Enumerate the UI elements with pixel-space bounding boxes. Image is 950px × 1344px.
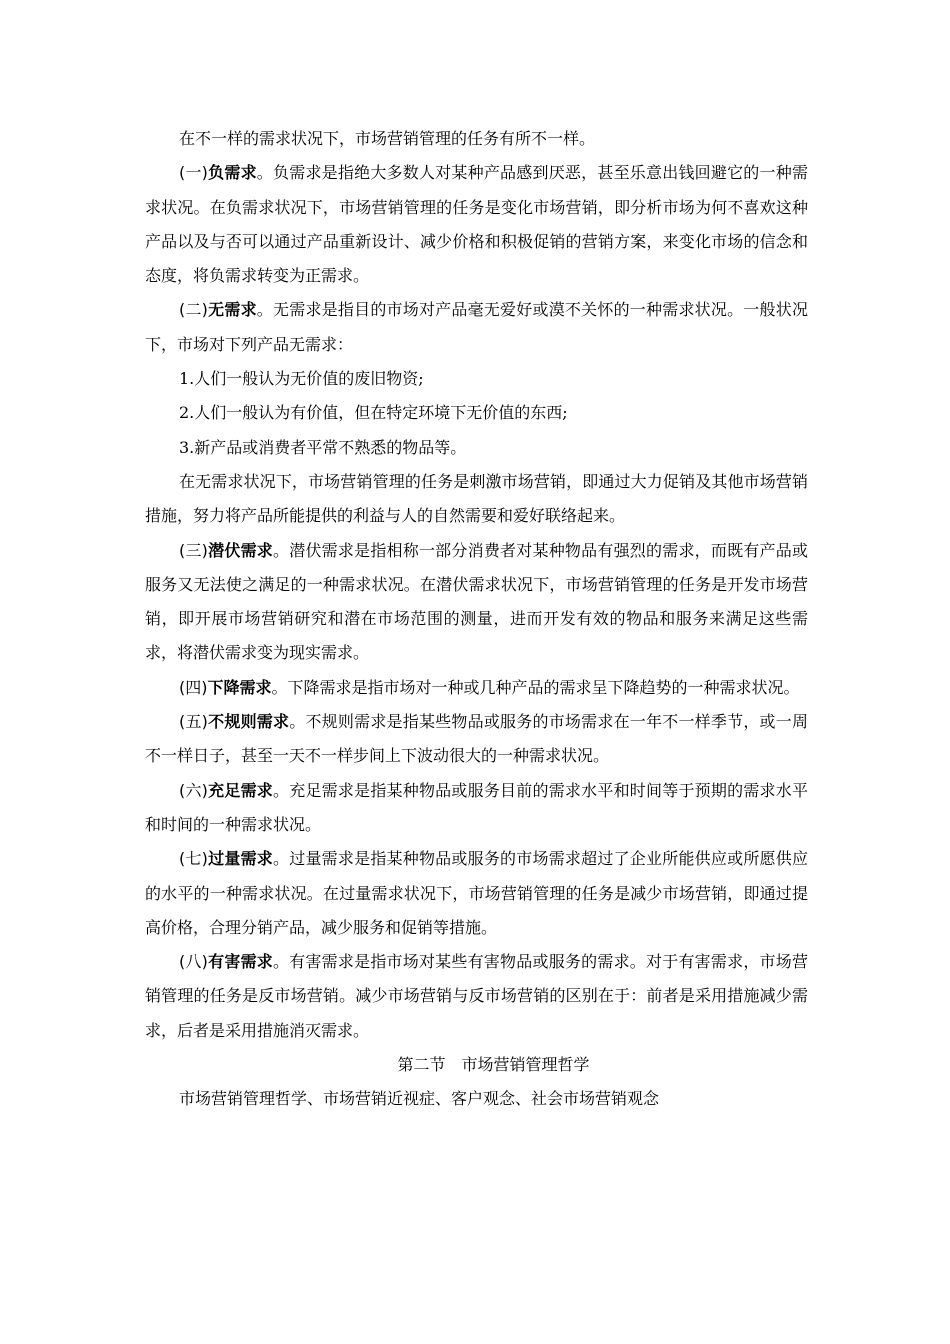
list-item: 1.人们一般认为无价值的废旧物资; — [179, 369, 424, 389]
item-term: 下降需求 — [207, 677, 272, 697]
demand-item-harmful — [145, 945, 808, 1048]
item-text: 。负需求是指绝大多数人对某种产品感到厌恶，甚至乐意出钱回避它的一种需求状况。在负需求状况下，市场营销管理的任务是变化市场营销，即分析市场为何不喜欢这种产品以及与否可以通过产品重新设计、减少价格和积极促销的营销方案，来变化市场的信念和态度，将负需求转变为正需求。 — [145, 163, 808, 286]
item-term: 潜伏需求 — [207, 540, 274, 560]
item-text: 。无需求是指目的市场对产品毫无爱好或漠不关怀的一种需求状况。一般状况下，市场对下列产品无需求： — [145, 300, 808, 354]
item-text: 。有害需求是指市场对某些有害物品或服务的需求。对于有害需求，市场营销管理的任务是反市场营销。减少市场营销与反市场营销的区别在于：前者是采用措施减少需求，后者是采用措施消灭需求。 — [145, 952, 808, 1040]
demand-item-overfull — [145, 842, 808, 945]
section-title: 市场营销管理哲学 — [461, 1055, 590, 1075]
item-number: (四) — [179, 677, 208, 697]
item-number: (一) — [179, 163, 208, 183]
section-heading — [145, 1048, 808, 1082]
item-text: 。不规则需求是指某些物品或服务的市场需求在一年不一样季节，或一周不一样日子，甚至一天不一样步间上下波动很大的一种需求状况。 — [145, 712, 808, 766]
item-term: 不规则需求 — [207, 712, 290, 732]
section-number: 第二节 — [397, 1055, 446, 1075]
item-text: 。潜伏需求是指相称一部分消费者对某种物品有强烈的需求，而既有产品或服务又无法使之满足的一种需求状况。在潜伏需求状况下，市场营销管理的任务是开发市场营销，即开展市场营销研究和潜在市场范围的测量，进而开发有效的物品和服务来满足这些需求，将潜伏需求变为现实需求。 — [145, 540, 808, 663]
item-number: (三) — [179, 540, 208, 560]
item-term: 负需求 — [207, 163, 257, 183]
demand-item-none — [145, 293, 808, 362]
list-item: 3.新产品或消费者平常不熟悉的物品等。 — [179, 437, 467, 457]
list-item: 2.人们一般认为有价值，但在特定环境下无价值的东西; — [179, 403, 568, 423]
item-term: 无需求 — [207, 300, 257, 320]
item-number: (七) — [179, 849, 208, 869]
item-text: 。充足需求是指某种物品或服务目前的需求水平和时间等于预期的需求水平和时间的一种需求状况。 — [145, 780, 808, 834]
item-number: (六) — [179, 780, 208, 800]
item-term: 充足需求 — [207, 780, 274, 800]
item-text: 。过量需求是指某种物品或服务的市场需求超过了企业所能供应或所愿供应的水平的一种需求状况。在过量需求状况下，市场营销管理的任务是减少市场营销，即通过提高价格，合理分销产品，减少服务和促销等措施。 — [145, 849, 808, 937]
item-number: (八) — [179, 952, 208, 972]
demand-item-declining — [145, 671, 808, 705]
intro-paragraph: 在不一样的需求状况下，市场营销管理的任务有所不一样。 — [179, 129, 596, 148]
item-term: 有害需求 — [207, 952, 274, 972]
no-demand-task-paragraph: 在无需求状况下，市场营销管理的任务是刺激市场营销，即通过大力促销及其他市场营销措施，努力将产品所能提供的利益与人的自然需要和爱好联络起来。 — [145, 471, 808, 526]
demand-item-irregular — [145, 705, 808, 774]
keywords-line: 市场营销管理哲学、市场营销近视症、客户观念、社会市场营销观念 — [179, 1089, 660, 1109]
demand-item-negative — [145, 156, 808, 293]
demand-item-latent — [145, 534, 808, 671]
item-number: (五) — [179, 712, 208, 732]
item-number: (二) — [179, 300, 208, 320]
item-term: 过量需求 — [207, 849, 274, 869]
item-text: 。下降需求是指市场对一种或几种产品的需求呈下降趋势的一种需求状况。 — [271, 677, 800, 697]
demand-item-full — [145, 774, 808, 843]
